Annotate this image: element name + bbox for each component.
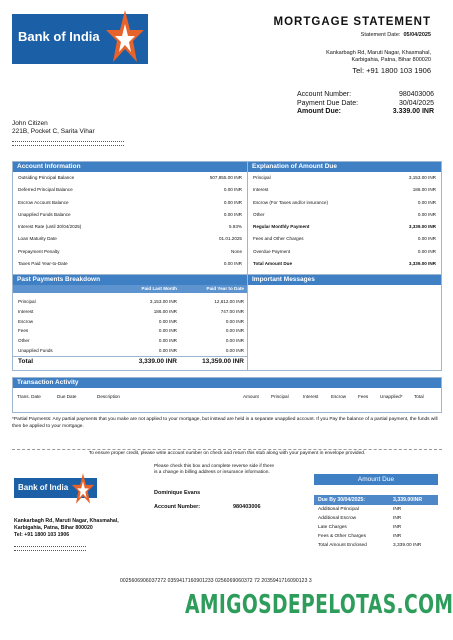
watermark: AMIGOSDEPELOTAS.COM: [185, 590, 453, 620]
total-last-month: 3,339.00 INR: [138, 357, 177, 365]
check-line2: is a change in billing address or insurance information.: [154, 470, 270, 475]
stub-row-value[interactable]: INR: [393, 534, 402, 539]
cell-label: Principal: [18, 299, 36, 304]
cell-ytd: 0.00 INR: [225, 338, 244, 344]
customer-block: [12, 120, 95, 136]
customer-name: John Citizen: [12, 120, 48, 127]
stub-row-label: Fees & Other Charges: [318, 534, 366, 539]
stub-row-label: Total Amount Enclosed: [318, 543, 367, 548]
table-row: [13, 317, 247, 327]
table-row: [13, 307, 247, 317]
table-row: [13, 336, 247, 346]
partial-payments-note: *Partial Payments: Any partial payments that you make are not applied to your mortgage, but instead are held in a separate unapplied account. If you Pay the balance of a partial payment, the funds will then be applied to your mortgage.: [12, 417, 438, 429]
table-row: [13, 326, 247, 336]
row-label: Total Amount Due: [253, 261, 293, 267]
col-trans-date: Trans. Date: [17, 394, 41, 399]
due-date-value: 30/04/2025: [398, 99, 434, 107]
row-value: 3,153.00 INR: [408, 175, 436, 180]
customer-address: 221B, Pocket C, Sarita Vihar: [12, 128, 95, 135]
branch-tel: Tel: +91 1800 103 1906: [352, 66, 431, 75]
row-value: 0.00 INR: [223, 199, 242, 205]
statement-date-label: Statement Date:: [360, 32, 401, 38]
table-row: [13, 221, 247, 233]
stub-due-by-value: 3,339.00INR: [393, 497, 423, 503]
stub-amount-due-box: [314, 474, 438, 554]
table-row: [248, 246, 441, 258]
branch-address-line1: Kankarbagh Rd, Maruti Nagar, Khasmahal,: [326, 50, 431, 56]
star-logo-icon: [104, 8, 146, 66]
stub-amount-due-header: Amount Due: [314, 474, 438, 485]
table-row: [248, 197, 441, 209]
table-row: [13, 297, 247, 307]
row-value: 3,339.00 INR: [408, 261, 436, 267]
stub-row-label: Additional Principal: [318, 507, 359, 512]
check-line1: Please check this box and complete reverse side if there: [154, 464, 274, 469]
cell-last: 0.00 INR: [158, 318, 177, 324]
row-label: Principal: [253, 175, 271, 180]
row-label: Interest Rate (until 30/04/2025): [18, 224, 82, 230]
row-value: 0.00 INR: [223, 211, 242, 217]
past-payments-header: Past Payments Breakdown: [13, 275, 247, 285]
col-paid-ytd: Paid Year to Date: [206, 286, 244, 291]
cell-last: 3,153.00 INR: [149, 299, 177, 304]
account-info-header: Account Information: [13, 162, 247, 172]
row-value: 0.00 INR: [417, 236, 436, 242]
row-value: 3,339.00 INR: [408, 224, 436, 230]
stub-tel: Tel: +91 1800 103 1906: [14, 532, 70, 538]
row-label: Overdue Payment: [253, 248, 291, 254]
statement-title: MORTGAGE STATEMENT: [273, 16, 431, 28]
table-row: [13, 246, 247, 258]
stub-row-value[interactable]: 3,339.00 INR: [393, 543, 422, 548]
row-label: Fees and Other Charges: [253, 236, 304, 242]
col-paid-last-month: Paid Last Month: [141, 286, 177, 291]
table-row: [248, 258, 441, 270]
cell-ytd: 12,612.00 INR: [214, 299, 244, 304]
col-amount: Amount: [243, 394, 259, 399]
total-label: Total: [18, 357, 34, 365]
account-summary: [297, 91, 434, 117]
table-row: [13, 346, 247, 356]
row-label: Outsiding Principal Balance: [18, 175, 75, 180]
table-row: [248, 184, 441, 196]
stub-account-number: 980403006: [233, 504, 261, 510]
stub-address-line1: Kankarbagh Rd, Maruti Nagar, Khasmahal,: [14, 518, 119, 524]
row-value: None: [231, 248, 242, 254]
table-row: [248, 233, 441, 245]
table-row: [248, 172, 441, 184]
stub-row-value[interactable]: INR: [393, 516, 402, 521]
cell-last: 0.00 INR: [158, 347, 177, 353]
amount-due-value: 3.339.00 INR: [392, 108, 434, 115]
important-messages-header: Important Messages: [248, 275, 441, 285]
important-messages-panel: [247, 274, 442, 371]
stub-row-label: Late Charges: [318, 525, 347, 530]
address-change-checkbox-text[interactable]: [154, 464, 274, 476]
transaction-columns: [13, 388, 441, 400]
stub-row-value[interactable]: INR: [393, 525, 402, 530]
explanation-panel: [247, 161, 442, 275]
table-row: [13, 184, 247, 196]
row-label: Escrow (For Taxes and/or insurance): [253, 199, 328, 205]
stub-payer-name: Dominique Evans: [154, 490, 201, 496]
cell-ytd: 0.00 INR: [225, 328, 244, 334]
cell-label: Unapplied Funds: [18, 347, 53, 353]
cell-label: Interest: [18, 308, 34, 314]
transaction-header: Transaction Activity: [13, 378, 441, 388]
table-row: [13, 172, 247, 184]
transaction-panel: [12, 377, 442, 413]
row-label: Regular Monthly Payment: [253, 224, 310, 230]
statement-date-value: 05/04/2025: [403, 32, 431, 38]
stub-barcode: [14, 546, 86, 551]
row-value: 0.00 INR: [417, 199, 436, 205]
row-label: Escrow Account Balance: [18, 199, 69, 205]
account-info-panel: [12, 161, 248, 275]
stub-due-by-row: [314, 495, 438, 505]
account-number-label: Account Number:: [297, 91, 352, 98]
cell-last: 186.00 INR: [153, 308, 177, 314]
stub-account-label: Account Number:: [154, 504, 201, 510]
stub-instructions: To ensure proper credit, please write account number on check and return this stub along with your payment in envelope provided.: [88, 451, 366, 456]
table-row: [13, 258, 247, 270]
col-interest: Interest: [303, 394, 319, 399]
col-total: Total: [414, 394, 424, 399]
col-escrow: Escrow: [331, 394, 347, 399]
table-row: [248, 221, 441, 233]
cell-last: 0.00 INR: [158, 328, 177, 334]
col-description: Description: [97, 394, 120, 399]
statement-date: [361, 32, 431, 38]
row-label: Deferred Principal Balance: [18, 187, 73, 193]
row-value: 0.00 INR: [223, 187, 242, 193]
cell-ytd: 0.00 INR: [225, 347, 244, 353]
stub-row-value[interactable]: INR: [393, 507, 402, 512]
row-label: Unapplied Funds Balance: [18, 211, 71, 217]
stub-due-by-label: Due By 30/04/2025:: [318, 497, 366, 503]
stub-address: [14, 518, 119, 539]
row-value: 5.93%: [228, 224, 242, 230]
cell-label: Other: [18, 338, 30, 344]
row-value: 0.00 INR: [417, 211, 436, 217]
row-value: 0.00 INR: [417, 248, 436, 254]
cell-label: Escrow: [18, 318, 34, 324]
row-label: Loan Maturity Date: [18, 236, 57, 242]
col-fees: Fees: [358, 394, 369, 399]
row-label: Taxes Paid Year-to-Date: [18, 261, 68, 267]
row-label: Other: [253, 211, 265, 217]
row-value: 0.00 INR: [223, 261, 242, 267]
stub-row: [314, 523, 438, 532]
branch-address: [326, 50, 431, 64]
account-number-value: 980403006: [398, 91, 434, 98]
row-value: 186.00 INR: [412, 187, 436, 193]
past-payments-col-header: [13, 285, 247, 293]
table-row: [13, 209, 247, 221]
explanation-header: Explanation of Amount Due: [248, 162, 441, 172]
col-due-date: Due Date: [57, 394, 77, 399]
stub-cut-line: [12, 449, 442, 450]
stub-row-label: Additional Escrow: [318, 516, 357, 521]
bank-logo-text: Bank of India: [18, 29, 100, 44]
total-ytd: 13,359.00 INR: [202, 357, 244, 365]
table-row: [248, 209, 441, 221]
stub-bank-logo-text: Bank of India: [18, 483, 69, 492]
amount-due-label: Amount Due:: [297, 108, 341, 115]
stub-row: [314, 505, 438, 514]
row-label: Prepayment Penalty: [18, 248, 60, 254]
cell-last: 0.00 INR: [158, 338, 177, 344]
bank-logo: [12, 14, 148, 64]
cell-ytd: 747.00 INR: [220, 308, 244, 314]
stub-row: [314, 514, 438, 523]
stub-row: [314, 532, 438, 541]
row-value: 507,855.00 INR: [209, 175, 242, 180]
stub-bank-logo: [14, 478, 97, 498]
stub-row: [314, 541, 438, 550]
address-barcode: [12, 141, 124, 146]
branch-address-line2: Karbigahia, Patna, Bihar 800020: [351, 57, 431, 63]
row-value: 01.01.2025: [219, 236, 242, 242]
cell-label: Fees: [18, 328, 29, 334]
past-payments-total-row: [13, 356, 247, 367]
past-payments-panel: [12, 274, 248, 371]
col-principal: Principal: [271, 394, 289, 399]
micr-line: 0025606906037272 0359417160901233 0256069060372 72 2035941716090123 3: [120, 578, 312, 584]
due-date-label: Payment Due Date:: [297, 99, 359, 107]
table-row: [13, 233, 247, 245]
col-unapplied: Unapplied*: [380, 394, 403, 399]
row-label: Interest: [253, 187, 269, 193]
table-row: [13, 197, 247, 209]
stub-address-line2: Karbigahia, Patna, Bihar 800020: [14, 525, 93, 531]
cell-ytd: 0.00 INR: [225, 318, 244, 324]
stub-star-logo-icon: [70, 472, 96, 506]
